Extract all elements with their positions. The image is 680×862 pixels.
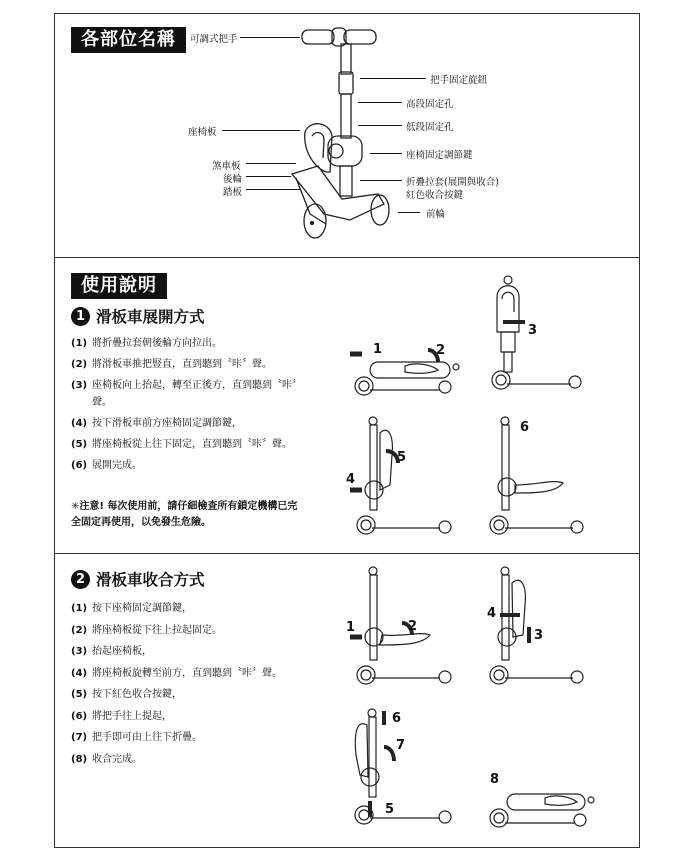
label-fold-sleeve: 折疊拉套(展開與收合) <box>406 177 499 188</box>
step-item: (5) 按下紅色收合按鍵， <box>71 689 182 700</box>
label-red-button: 紅色收合按鍵 <box>406 190 464 201</box>
label-front-wheel: 前輪 <box>426 209 446 220</box>
label-rear-wheel: 後輪 <box>223 174 243 185</box>
fold-heading-text: 滑板車收合方式 <box>96 571 205 589</box>
callout-number: 3 <box>534 628 544 643</box>
usage-title: 使用說明 <box>71 273 167 299</box>
safety-note: ✳注意! 每次使用前，請仔細檢查所有鎖定機構已完全固定再使用，以免發生危險。 <box>71 501 298 528</box>
leader-line <box>398 212 420 213</box>
step-item: (4) 將座椅板旋轉至前方，直到聽到〝咔〞聲。 <box>71 667 282 679</box>
fold-figure-8 <box>485 780 595 830</box>
callout-number: 6 <box>520 420 530 435</box>
step-item: (3) 抬起座椅板， <box>71 646 152 657</box>
step-item: (1) 將折疊拉套朝後輪方向拉出。 <box>71 338 222 349</box>
fold-figure-5-7 <box>350 705 470 830</box>
callout-number: 5 <box>397 450 407 465</box>
unfold-heading <box>71 305 205 327</box>
callout-number: 6 <box>392 711 402 726</box>
fold-steps <box>71 598 331 770</box>
fold-heading <box>71 568 205 590</box>
callout-number: 2 <box>408 619 418 634</box>
unfold-figure-4-5 <box>350 415 470 540</box>
unfold-figure-1-2 <box>350 340 470 400</box>
step-item: (6) 展開完成。 <box>71 460 142 471</box>
section-divider <box>54 257 640 258</box>
step-item: (2) 將滑板車推把豎直，直到聽到〝咔〞聲。 <box>71 359 272 370</box>
callout-number: 4 <box>346 472 356 487</box>
step-item: (2) 將座椅板從下往上拉起固定。 <box>71 624 222 636</box>
step-number-badge: 1 <box>71 307 90 326</box>
callout-number: 3 <box>528 323 538 338</box>
step-item: (5) 將座椅板從上往下固定，直到聽到〝咔〞聲。 <box>71 439 292 450</box>
label-seat-key: 座椅固定調節鍵 <box>406 150 473 161</box>
unfold-figure-3 <box>485 272 595 397</box>
callout-number: 1 <box>373 342 383 357</box>
section-divider <box>54 553 640 554</box>
callout-number: 4 <box>487 606 497 621</box>
label-handle: 可調式把手 <box>190 34 238 45</box>
step-item: (3) 座椅板向上抬起，轉至正後方，直到聽到〝咔〞聲。 <box>71 380 302 408</box>
callout-number: 8 <box>490 772 500 787</box>
unfold-heading-text: 滑板車展開方式 <box>96 308 205 326</box>
scooter-parts-illustration <box>280 24 400 244</box>
label-handle-knob: 把手固定旋鈕 <box>430 75 488 86</box>
callout-number: 7 <box>396 738 406 753</box>
parts-title: 各部位名稱 <box>71 27 186 53</box>
label-seat-board: 座椅板 <box>188 127 217 138</box>
step-item: (8) 收合完成。 <box>71 753 142 765</box>
unfold-steps <box>71 333 306 476</box>
step-item: (7) 把手即可由上往下折疊。 <box>71 732 202 743</box>
callout-number: 2 <box>436 343 446 358</box>
label-high-hole: 高段固定孔 <box>406 99 454 110</box>
label-deck: 踏板 <box>223 187 243 198</box>
step-item: (4) 按下滑板車前方座椅固定調節鍵， <box>71 418 242 429</box>
label-brake-board: 煞車板 <box>212 161 241 172</box>
step-item: (1) 按下座椅固定調節鍵， <box>71 603 192 614</box>
step-number-badge: 2 <box>71 570 90 589</box>
unfold-figure-6 <box>485 415 595 540</box>
callout-number: 1 <box>346 620 356 635</box>
step-item: (6) 將把手往上提起， <box>71 710 172 722</box>
callout-number: 5 <box>385 802 395 817</box>
label-low-hole: 低段固定孔 <box>406 122 454 133</box>
